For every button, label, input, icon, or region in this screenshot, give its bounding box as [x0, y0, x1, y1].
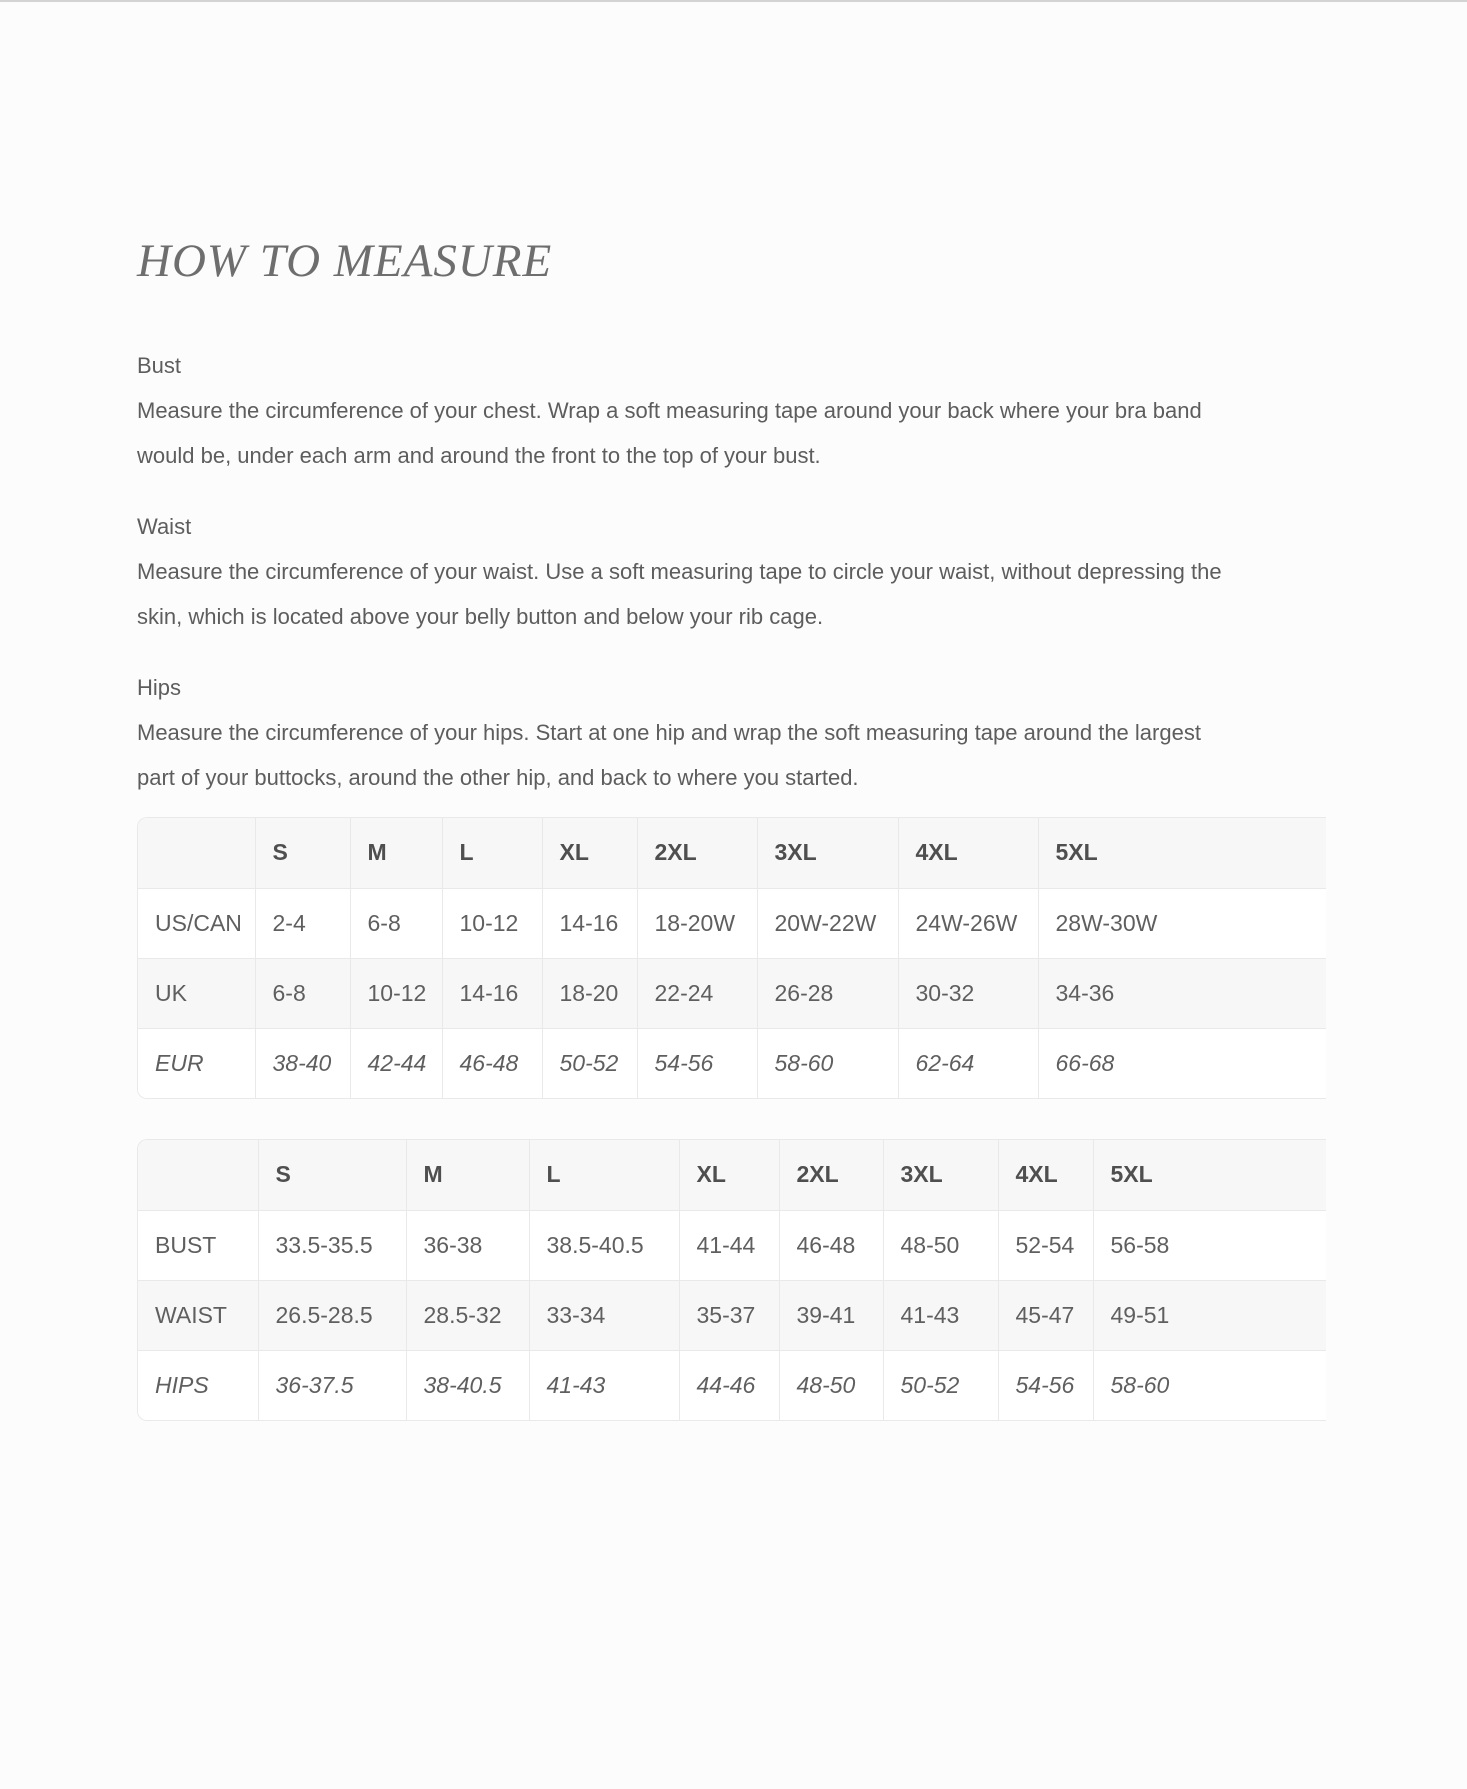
section-text: Measure the circumference of your hips. Start at one hip and wrap the soft measuring tape around the largest part of your buttocks, around the other hip, and back to where you started. — [137, 720, 1201, 790]
size-conversion-grid — [138, 818, 1326, 1098]
table-cell: 41-43 — [883, 1280, 998, 1350]
table-cell: 62-64 — [898, 1028, 1038, 1098]
section-label: Hips — [137, 675, 182, 700]
table-cell: 28W-30W — [1038, 888, 1326, 958]
column-header: L — [442, 818, 542, 888]
row-label: HIPS — [138, 1350, 258, 1420]
column-header: XL — [542, 818, 637, 888]
column-header: 5XL — [1093, 1140, 1326, 1210]
table-cell: 14-16 — [542, 888, 637, 958]
corner-cell — [138, 1140, 258, 1210]
table-cell: 50-52 — [542, 1028, 637, 1098]
table-cell: 6-8 — [350, 888, 442, 958]
table-cell: 30-32 — [898, 958, 1038, 1028]
table-row — [138, 1350, 1326, 1420]
table-cell: 41-43 — [529, 1350, 679, 1420]
table-cell: 22-24 — [637, 958, 757, 1028]
table-cell: 36-37.5 — [258, 1350, 406, 1420]
table-cell: 49-51 — [1093, 1280, 1326, 1350]
table-cell: 38-40 — [255, 1028, 350, 1098]
table-cell: 41-44 — [679, 1210, 779, 1280]
column-header: 4XL — [998, 1140, 1093, 1210]
table-cell: 54-56 — [998, 1350, 1093, 1420]
table-cell: 52-54 — [998, 1210, 1093, 1280]
table-cell: 38.5-40.5 — [529, 1210, 679, 1280]
table-cell: 10-12 — [350, 958, 442, 1028]
table-cell: 24W-26W — [898, 888, 1038, 958]
column-header: S — [258, 1140, 406, 1210]
table-row — [138, 958, 1326, 1028]
row-label: US/CAN — [138, 888, 255, 958]
table-cell: 2-4 — [255, 888, 350, 958]
table-cell: 18-20 — [542, 958, 637, 1028]
column-header: 3XL — [883, 1140, 998, 1210]
table-cell: 33.5-35.5 — [258, 1210, 406, 1280]
table-cell: 33-34 — [529, 1280, 679, 1350]
size-conversion-table — [137, 817, 1326, 1099]
table-cell: 50-52 — [883, 1350, 998, 1420]
table-row — [138, 1280, 1326, 1350]
row-label: BUST — [138, 1210, 258, 1280]
section-text: Measure the circumference of your chest. Wrap a soft measuring tape around your back where your bra band would be, under each arm and around the front to the top of your bust. — [137, 398, 1202, 468]
table-cell: 38-40.5 — [406, 1350, 529, 1420]
section-label: Bust — [137, 353, 182, 378]
header-row — [138, 1140, 1326, 1210]
table-cell: 58-60 — [1093, 1350, 1326, 1420]
header-row — [138, 818, 1326, 888]
row-label: EUR — [138, 1028, 255, 1098]
column-header: 2XL — [779, 1140, 883, 1210]
table-cell: 18-20W — [637, 888, 757, 958]
section-hips — [137, 666, 1326, 800]
table-cell: 26.5-28.5 — [258, 1280, 406, 1350]
section-bust — [137, 344, 1326, 478]
column-header: S — [255, 818, 350, 888]
column-header: 4XL — [898, 818, 1038, 888]
table-cell: 36-38 — [406, 1210, 529, 1280]
body-measurements-table — [137, 1139, 1326, 1421]
column-header: 2XL — [637, 818, 757, 888]
table-cell: 58-60 — [757, 1028, 898, 1098]
table-cell: 46-48 — [442, 1028, 542, 1098]
table-cell: 66-68 — [1038, 1028, 1326, 1098]
table-cell: 20W-22W — [757, 888, 898, 958]
section-text: Measure the circumference of your waist. Use a soft measuring tape to circle your waist, without depressing the skin, which is located above your belly button and below your rib cage. — [137, 559, 1222, 629]
column-header: L — [529, 1140, 679, 1210]
table-cell: 56-58 — [1093, 1210, 1326, 1280]
row-label: UK — [138, 958, 255, 1028]
table-cell: 39-41 — [779, 1280, 883, 1350]
table-row — [138, 888, 1326, 958]
section-waist — [137, 505, 1326, 639]
corner-cell — [138, 818, 255, 888]
table-cell: 34-36 — [1038, 958, 1326, 1028]
page-title: HOW TO MEASURE — [137, 235, 553, 287]
table-cell: 26-28 — [757, 958, 898, 1028]
table-cell: 35-37 — [679, 1280, 779, 1350]
table-cell: 46-48 — [779, 1210, 883, 1280]
size-guide-content — [137, 234, 1326, 1421]
table-cell: 48-50 — [779, 1350, 883, 1420]
table-cell: 42-44 — [350, 1028, 442, 1098]
section-label: Waist — [137, 514, 192, 539]
table-row — [138, 1210, 1326, 1280]
table-cell: 28.5-32 — [406, 1280, 529, 1350]
table-cell: 14-16 — [442, 958, 542, 1028]
row-label: WAIST — [138, 1280, 258, 1350]
column-header: 5XL — [1038, 818, 1326, 888]
table-cell: 48-50 — [883, 1210, 998, 1280]
table-cell: 6-8 — [255, 958, 350, 1028]
table-cell: 10-12 — [442, 888, 542, 958]
column-header: M — [350, 818, 442, 888]
column-header: 3XL — [757, 818, 898, 888]
table-cell: 54-56 — [637, 1028, 757, 1098]
column-header: XL — [679, 1140, 779, 1210]
table-cell: 45-47 — [998, 1280, 1093, 1350]
body-measurements-grid — [138, 1140, 1326, 1420]
table-cell: 44-46 — [679, 1350, 779, 1420]
table-row — [138, 1028, 1326, 1098]
column-header: M — [406, 1140, 529, 1210]
